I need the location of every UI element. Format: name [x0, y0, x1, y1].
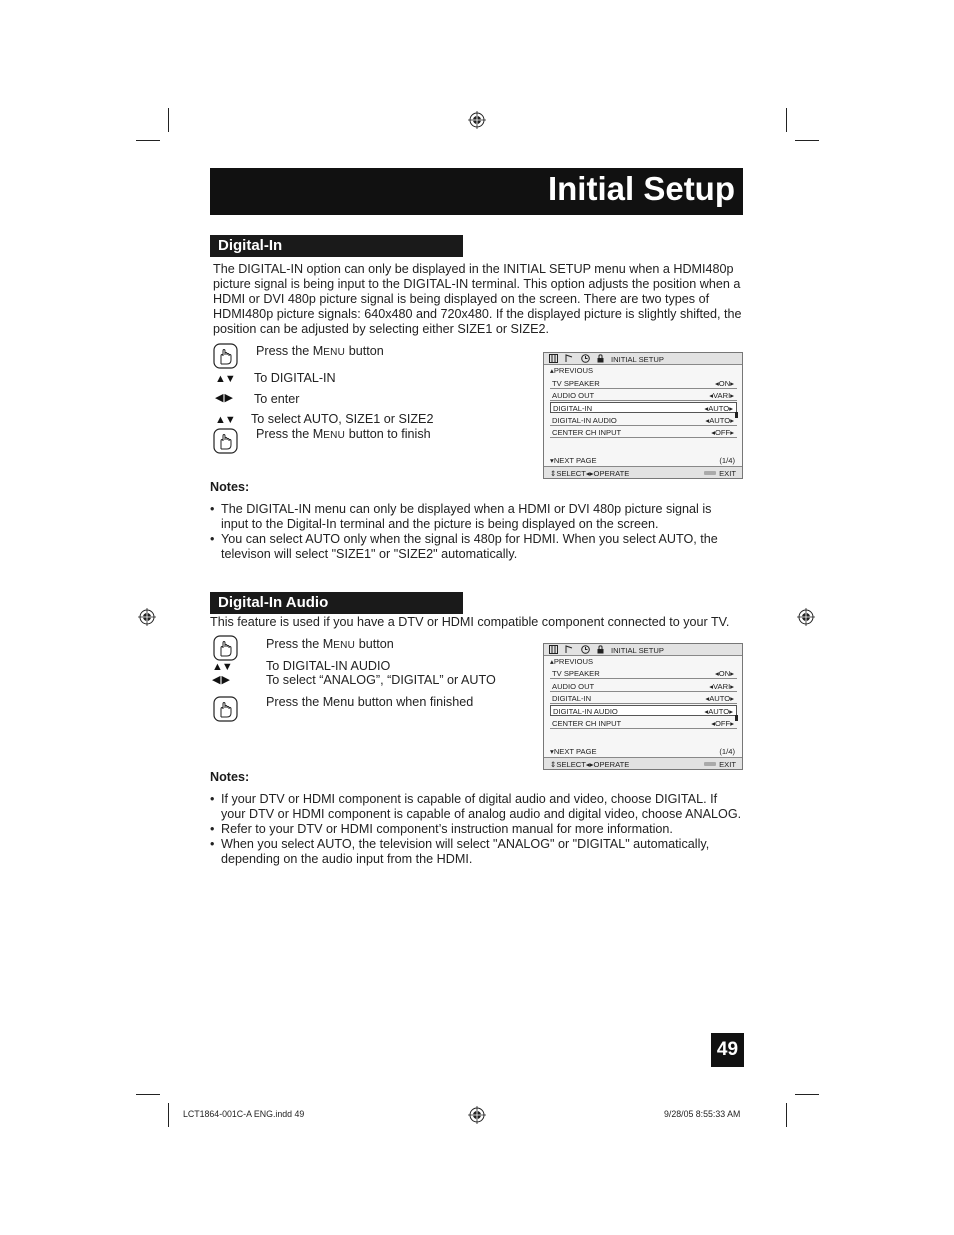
- osd-next-page: ▾NEXT PAGE: [550, 747, 597, 756]
- registration-mark-icon: [797, 608, 815, 626]
- timer-menu-icon: [581, 645, 590, 654]
- footer-date: 9/28/05 8:55:33 AM: [664, 1109, 741, 1119]
- crop-mark: [136, 140, 160, 141]
- osd-footer: ⇕SELECT◂▸OPERATE EXIT: [544, 466, 742, 478]
- osd-footer: ⇕SELECT◂▸OPERATE EXIT: [544, 757, 742, 769]
- sound-menu-icon: [565, 354, 574, 363]
- digital-in-step-2: To DIGITAL-IN: [254, 371, 336, 385]
- menu-button-icon: [704, 471, 716, 475]
- digital-in-step-5: Press the MENU button to finish: [256, 427, 431, 441]
- osd-row-digital-in: DIGITAL-IN ◂AUTO▸: [550, 693, 737, 704]
- remote-hand-icon: [213, 343, 238, 369]
- left-right-arrows-icon: ◀ ▶: [212, 674, 229, 686]
- registration-mark-icon: [138, 608, 156, 626]
- osd-row-digital-in-audio: DIGITAL-IN AUDIO ◂AUTO▸: [550, 415, 737, 426]
- up-down-arrows-icon: ▲▼: [212, 661, 232, 673]
- crop-mark: [136, 1094, 160, 1095]
- digital-in-intro: The DIGITAL-IN option can only be displayed in the INITIAL SETUP menu when a HDMI480p picture signal is being input to the DIGITAL-IN terminal. This option adjusts the position when a HDMI or DVI 480p picture signal is being displayed on the screen. There are two types of HDMI480p picture signals: 640x480 and 720x480. If the displayed picture is slightly shifted, the position can be adjusted by selecting either SIZE1 or SIZE2.: [213, 262, 742, 336]
- osd-screen-digital-in: [543, 352, 743, 479]
- osd-row-tv-speaker: TV SPEAKER ◂ON▸: [550, 668, 737, 679]
- registration-mark-icon: [468, 1106, 486, 1124]
- osd-scroll-indicator: [735, 412, 738, 418]
- osd-header-label: INITIAL SETUP: [611, 355, 664, 364]
- lock-menu-icon: [596, 645, 605, 654]
- osd-scroll-indicator: [735, 715, 738, 721]
- digital-in-step-3: To enter: [254, 392, 300, 406]
- page-title: Initial Setup: [547, 170, 735, 207]
- digital-in-audio-notes-label: Notes:: [210, 770, 250, 784]
- digital-in-step-1: Press the MENU button: [256, 344, 384, 358]
- osd-row-audio-out: AUDIO OUT ◂VARI▸: [550, 681, 737, 692]
- osd-row-digital-in-selected: DIGITAL-IN ◂AUTO▸: [550, 402, 737, 413]
- digital-in-audio-intro: This feature is used if you have a DTV or HDMI compatible component connected to your TV.: [210, 615, 730, 629]
- remote-hand-icon: [213, 635, 238, 661]
- crop-mark: [168, 108, 169, 132]
- osd-header: [544, 353, 742, 365]
- remote-hand-icon: [213, 696, 238, 722]
- osd-next-page: ▾NEXT PAGE: [550, 456, 597, 465]
- digital-in-notes-label: Notes:: [210, 480, 250, 494]
- digital-in-note-1: • The DIGITAL-IN menu can only be displayed when a HDMI or DVI 480p picture signal is input to the Digital-In terminal and the picture is being displayed on the screen.: [210, 502, 712, 531]
- menu-button-icon: [704, 762, 716, 766]
- digital-in-audio-step-4: Press the Menu button when finished: [266, 695, 474, 709]
- osd-previous: ▴PREVIOUS: [550, 657, 594, 666]
- osd-page-indicator: (1/4): [719, 456, 735, 465]
- up-down-arrows-icon: ▲▼: [215, 414, 235, 426]
- digital-in-audio-note-2: • Refer to your DTV or HDMI component’s instruction manual for more information.: [210, 822, 673, 836]
- sound-menu-icon: [565, 645, 574, 654]
- footer-file-name: LCT1864-001C-A ENG.indd 49: [183, 1109, 305, 1119]
- digital-in-note-2: • You can select AUTO only when the signal is 480p for HDMI. When you select AUTO, the televison will select "SIZE1" or "SIZE2" automatically.: [210, 532, 718, 561]
- up-down-arrows-icon: ▲▼: [215, 373, 235, 385]
- registration-mark-icon: [468, 111, 486, 129]
- osd-row-center-ch-input: CENTER CH INPUT ◂OFF▸: [550, 718, 737, 729]
- crop-mark: [786, 1103, 787, 1127]
- picture-menu-icon: [549, 354, 558, 363]
- osd-row-center-ch-input: CENTER CH INPUT ◂OFF▸: [550, 427, 737, 438]
- timer-menu-icon: [581, 354, 590, 363]
- crop-mark: [795, 140, 819, 141]
- crop-mark: [786, 108, 787, 132]
- picture-menu-icon: [549, 645, 558, 654]
- section-title-digital-in-audio: Digital-In Audio: [210, 592, 463, 614]
- digital-in-audio-step-3: To select “ANALOG”, “DIGITAL” or AUTO: [266, 673, 496, 687]
- osd-header-label: INITIAL SETUP: [611, 646, 664, 655]
- digital-in-audio-note-1: • If your DTV or HDMI component is capable of digital audio and video, choose DIGITAL. If your DTV or HDMI component is capable of analog audio and digital video, choose ANALOG.: [210, 792, 742, 821]
- osd-screen-digital-in-audio: [543, 643, 743, 770]
- crop-mark: [795, 1094, 819, 1095]
- page-title-bar: [210, 168, 743, 215]
- osd-row-tv-speaker: TV SPEAKER ◂ON▸: [550, 378, 737, 389]
- osd-header: [544, 644, 742, 656]
- lock-menu-icon: [596, 354, 605, 363]
- digital-in-audio-step-1: Press the MENU button: [266, 637, 394, 651]
- remote-hand-icon: [213, 428, 238, 454]
- digital-in-step-4: To select AUTO, SIZE1 or SIZE2: [251, 412, 434, 426]
- osd-previous: ▴PREVIOUS: [550, 366, 594, 375]
- crop-mark: [168, 1103, 169, 1127]
- osd-row-digital-in-audio-selected: DIGITAL-IN AUDIO ◂AUTO▸: [550, 705, 737, 716]
- left-right-arrows-icon: ◀ ▶: [215, 392, 232, 404]
- section-title-digital-in: Digital-In: [210, 235, 463, 257]
- digital-in-audio-note-3: • When you select AUTO, the television will select "ANALOG" or "DIGITAL" automatically, depending on the audio input from the HDMI.: [210, 837, 710, 866]
- osd-row-audio-out: AUDIO OUT ◂VARI▸: [550, 390, 737, 401]
- digital-in-audio-step-2: To DIGITAL-IN AUDIO: [266, 659, 391, 673]
- osd-page-indicator: (1/4): [719, 747, 735, 756]
- page-number: 49: [711, 1033, 744, 1067]
